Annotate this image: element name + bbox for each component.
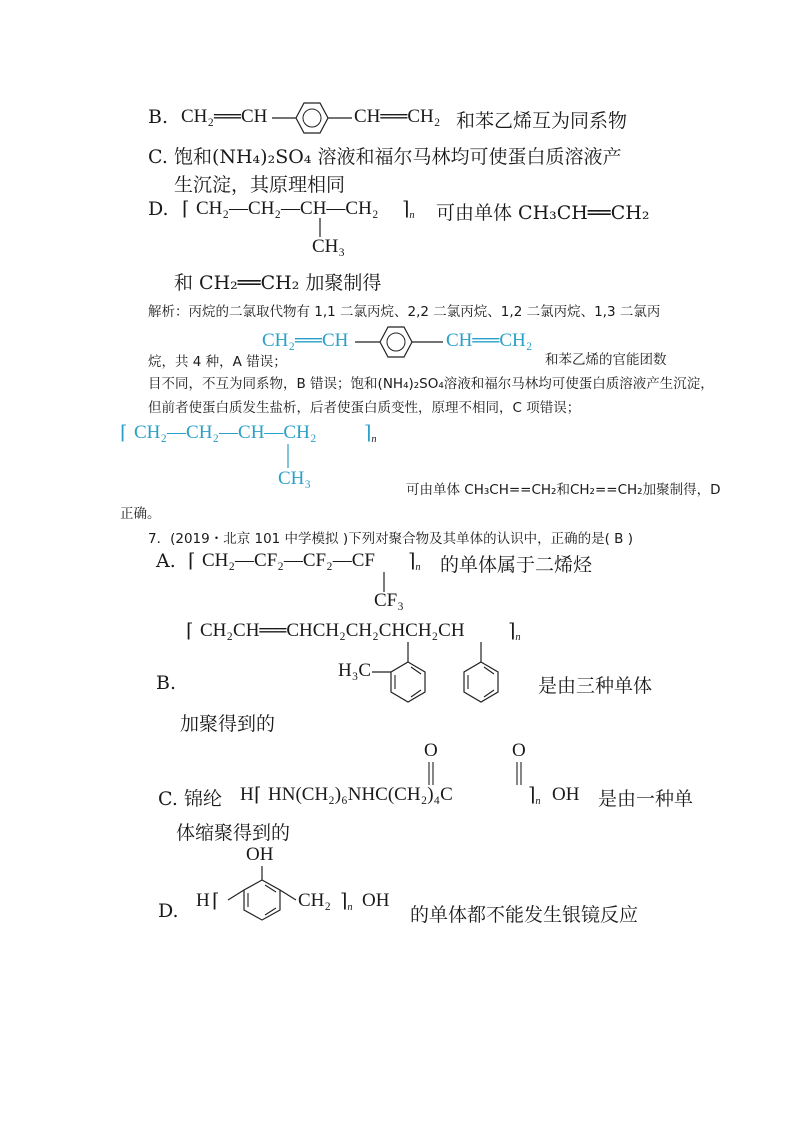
analysis-formula-left: CH₂══CH [262, 330, 349, 351]
analysis-line5-right: 可由单体 CH₃CH==CH₂和CH₂==CH₂加聚制得，D [406, 482, 721, 498]
q7b-line2: 加聚得到的 [180, 713, 276, 735]
option-c-line1: C. 饱和(NH₄)₂SO₄ 溶液和福尔马林均可使蛋白质溶液产 [148, 146, 622, 168]
option-d-text: 可由单体 CH₃CH══CH₂ [436, 202, 650, 224]
q7a-bracket-left: ⌈ [188, 551, 196, 572]
analysis-line3: 目不同，不互为同系物，B 错误；饱和(NH₄)₂SO₄溶液和福尔马林均可使蛋白质溶液产生沉淀， [148, 376, 714, 392]
q7d-bracket-left: ⌈ [212, 891, 220, 912]
analysis-polymer-bracket-left: ⌈ [120, 423, 128, 444]
polymer-bracket-right: ⌉n [402, 199, 415, 222]
q7c-line2: 体缩聚得到的 [176, 822, 291, 844]
analysis-polymer-bracket-right: ⌉n [364, 423, 377, 446]
analysis-branch-ch3: CH₃ [278, 468, 312, 489]
polymer-n: n [409, 210, 415, 222]
q7a-bracket-right: ⌉n [408, 551, 421, 574]
q7c-bracket-left: ⌈ [254, 785, 262, 806]
q7b-chain: CH₂CH══CHCH₂CH₂CHCH₂CH [200, 620, 465, 641]
q7d-oh-end: OH [362, 890, 390, 911]
q7c-oh: OH [552, 784, 580, 805]
analysis-polymer-chain: CH₂—CH₂—CH—CH₂ [134, 422, 317, 443]
q7c-oxygen-1: O [424, 740, 438, 761]
analysis-line2-right: 和苯乙烯的官能团数 [545, 352, 667, 368]
q7b-bracket-left: ⌈ [186, 621, 194, 642]
branch-ch3: CH₃ [312, 236, 346, 257]
q7c-oxygen-2: O [512, 740, 526, 761]
q7c-formula: HN(CH₂)₆NHC(CH₂)₄C [268, 784, 453, 805]
option-d-line2: 和 CH₂══CH₂ 加聚制得 [174, 272, 382, 294]
q7b-text: 是由三种单体 [538, 675, 653, 697]
q7c-text: 是由一种单 [598, 788, 694, 810]
option-d-label: D. [148, 198, 169, 220]
q7d-label: D. [158, 900, 179, 922]
polymer-bracket-left: ⌈ [182, 199, 190, 220]
polymer-chain: CH₂—CH₂—CH—CH₂ [196, 198, 379, 219]
q7c-label: C. 锦纶 [158, 788, 222, 810]
q7a-chain: CH₂—CF₂—CF₂—CF [202, 550, 375, 571]
option-b-text: 和苯乙烯互为同系物 [456, 110, 628, 132]
q7d-oh-top: OH [246, 844, 274, 865]
q7c-bracket-right: ⌉n [528, 785, 541, 808]
option-b-label: B. [148, 106, 169, 128]
formula-right: CH══CH₂ [354, 106, 441, 127]
q7b-methyl: H₃C [338, 660, 372, 681]
q7d-ch2: CH₂ [298, 890, 332, 911]
q7d-bracket-right: ⌉n [340, 891, 353, 914]
formula-left: CH₂══CH [181, 106, 268, 127]
analysis-formula-right: CH══CH₂ [446, 330, 533, 351]
analysis-line2-left: 烷，共 4 种，A 错误； [148, 354, 287, 370]
analysis-line1: 解析：丙烷的二氯取代物有 1,1 二氯丙烷、2,2 二氯丙烷、1,2 二氯丙烷、1,3 二氯丙 [148, 304, 661, 320]
q7a-text: 的单体属于二烯烃 [440, 554, 593, 576]
option-c-line2: 生沉淀，其原理相同 [174, 174, 346, 196]
q7c-h: H [240, 784, 254, 805]
analysis-line4: 但前者使蛋白质发生盐析，后者使蛋白质变性，原理不相同，C 项错误； [148, 400, 581, 416]
q7a-branch: CF₃ [374, 590, 404, 611]
analysis-line6: 正确。 [120, 506, 161, 522]
q7b-label: B. [156, 672, 177, 694]
q7d-h: H [196, 890, 210, 911]
q7a-label: A. [156, 550, 176, 572]
q7b-bracket-right: ⌉n [508, 621, 521, 644]
q7-stem: 7．(2019・北京 101 中学模拟 )下列对聚合物及其单体的认识中，正确的是( B ) [148, 531, 633, 547]
q7d-text: 的单体都不能发生银镜反应 [410, 904, 639, 926]
